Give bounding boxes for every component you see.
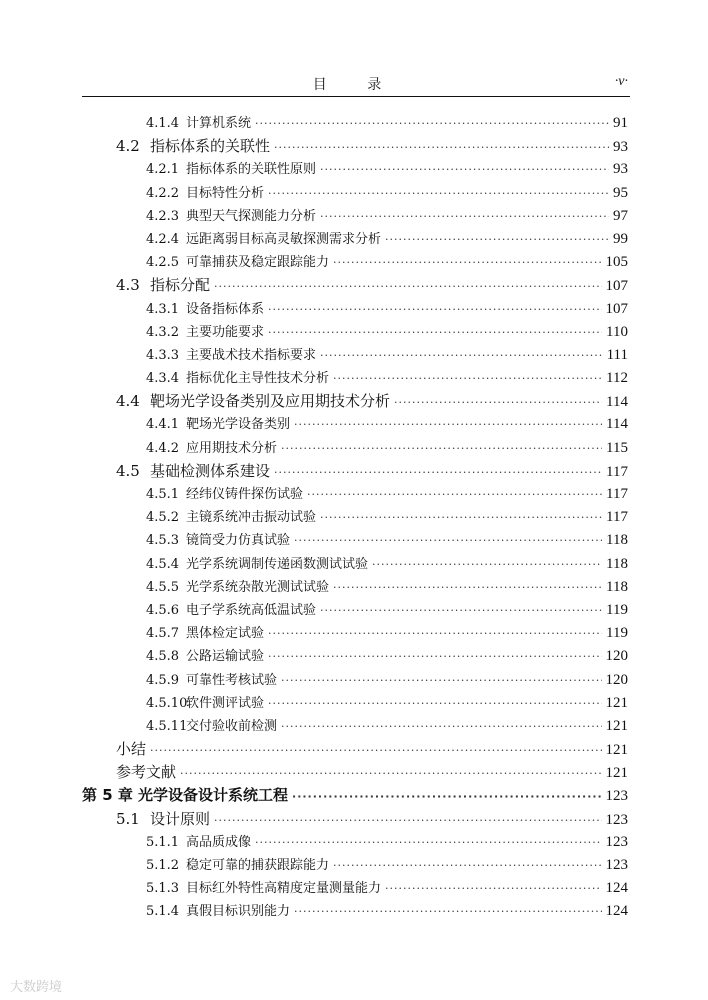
toc-entry-title: 软件测评试验 (186, 695, 265, 711)
toc-entry-title: 交付验收前检测 (186, 718, 278, 734)
toc-entry-page: 121 (605, 717, 628, 734)
toc-entry (82, 784, 628, 807)
dot-leader (180, 762, 601, 785)
toc-entry-page: 114 (606, 394, 628, 411)
toc-entry-page: 117 (606, 509, 628, 526)
toc-entry (82, 669, 628, 692)
toc-entry (82, 576, 628, 599)
dot-leader (268, 692, 601, 715)
toc-entry-title: 靶场光学设备类别及应用期技术分析 (150, 392, 391, 411)
dot-leader (372, 553, 602, 576)
toc-entry (82, 251, 628, 274)
toc-entry (82, 483, 628, 506)
toc-entry-number: 4.5.10 (146, 695, 188, 711)
toc-entry-number: 4.5.9 (146, 672, 180, 688)
toc-entry-number: 4.2.4 (146, 231, 180, 247)
toc-entry-page: 107 (605, 278, 628, 295)
toc-entry-page: 118 (606, 555, 628, 572)
toc-entry-title: 可靠性考核试验 (186, 672, 278, 688)
toc-entry-number: 4.5.8 (146, 649, 180, 665)
toc-entry-title: 指标优化主导性技术分析 (186, 371, 330, 387)
dot-leader (281, 715, 601, 738)
dot-leader (333, 251, 601, 274)
toc-entry-page: 120 (605, 671, 628, 688)
toc-entry (82, 367, 628, 390)
toc-entry-number: 4.4 (116, 392, 140, 411)
toc-entry (82, 645, 628, 668)
toc-entry-page: 123 (605, 833, 628, 850)
toc-entry-page: 115 (606, 439, 628, 456)
toc-entry-number: 4.4.2 (146, 440, 180, 456)
toc-entry (82, 205, 628, 228)
dot-leader (281, 669, 601, 692)
toc-entry-number: 5.1.2 (146, 858, 180, 873)
dot-leader (394, 391, 602, 414)
dot-leader (385, 228, 609, 251)
toc-entry-page: 119 (606, 625, 628, 642)
toc-entry-number: 4.5.6 (146, 602, 180, 618)
toc-entry-number: 4.3.4 (146, 371, 180, 387)
toc-entry-title: 光学设备设计系统工程 (138, 786, 289, 805)
dot-leader (333, 576, 602, 599)
dot-leader (385, 877, 601, 900)
toc-entry-number: 4.1.4 (146, 116, 180, 131)
toc-entry-page: 93 (613, 161, 628, 178)
table-of-contents (82, 112, 628, 924)
toc-entry-number: 4.3 (116, 276, 140, 295)
dot-leader (281, 437, 602, 460)
toc-entry (82, 228, 628, 251)
dot-leader (294, 900, 601, 923)
toc-entry-number: 4.5 (116, 461, 140, 480)
toc-entry-number: 5.1.4 (146, 904, 180, 920)
toc-entry (82, 599, 628, 622)
dot-leader (274, 136, 609, 159)
dot-leader (268, 645, 601, 668)
watermark: 大数跨境 (10, 980, 63, 995)
dot-leader (320, 599, 602, 622)
dot-leader (294, 413, 602, 436)
toc-entry-title: 公路运输试验 (186, 649, 265, 665)
dot-leader (255, 831, 601, 854)
toc-entry-title: 远距离弱目标高灵敏探测需求分析 (186, 231, 382, 247)
toc-entry (82, 112, 628, 135)
toc-entry (82, 738, 628, 761)
toc-entry-number: 5.1.1 (146, 834, 180, 850)
toc-entry (82, 135, 628, 158)
toc-entry-number: 4.5.7 (146, 626, 180, 642)
toc-entry-number: 4.2.3 (146, 208, 180, 224)
toc-entry (82, 553, 628, 576)
toc-entry-page: 123 (605, 857, 628, 873)
page-number: ·v· (614, 74, 628, 89)
toc-entry-title: 参考文献 (116, 763, 177, 782)
toc-entry-number: 4.2.1 (146, 162, 180, 178)
toc-entry-page: 121 (605, 765, 628, 782)
dot-leader (268, 321, 602, 344)
toc-entry (82, 158, 628, 181)
dot-leader (268, 182, 609, 205)
toc-entry-number: 4.5.1 (146, 487, 180, 502)
toc-entry (82, 413, 628, 436)
toc-entry (82, 529, 628, 552)
toc-entry-number: 4.5.3 (146, 533, 180, 549)
toc-entry-title: 目标特性分析 (186, 185, 265, 201)
toc-entry (82, 321, 628, 344)
toc-entry (82, 831, 628, 854)
dot-leader (255, 112, 609, 135)
toc-entry-page: 114 (606, 416, 628, 433)
toc-entry-page: 105 (605, 254, 628, 271)
dot-leader (294, 529, 602, 552)
toc-entry-title: 应用期技术分析 (186, 440, 278, 456)
toc-entry (82, 808, 628, 831)
toc-entry-page: 120 (605, 648, 628, 665)
toc-entry (82, 390, 628, 413)
toc-entry-title: 靶场光学设备类别 (186, 417, 291, 433)
toc-entry-number: 4.3.1 (146, 301, 180, 317)
toc-entry-title: 电子学系统高低温试验 (186, 602, 317, 618)
toc-entry-page: 112 (606, 370, 628, 387)
toc-entry (82, 298, 628, 321)
toc-entry-title: 小结 (116, 740, 147, 759)
running-header (82, 72, 630, 97)
toc-entry-page: 118 (606, 532, 628, 549)
toc-entry-title: 设备指标体系 (186, 301, 265, 317)
running-title: 目 录 (312, 77, 400, 93)
toc-entry-page: 99 (613, 230, 628, 247)
dot-leader (307, 483, 602, 506)
toc-entry-page: 91 (613, 115, 628, 131)
toc-entry-title: 真假目标识别能力 (186, 904, 291, 920)
toc-entry (82, 761, 628, 784)
toc-entry-page: 117 (606, 463, 628, 480)
dot-leader (274, 461, 602, 484)
toc-entry-title: 典型天气探测能力分析 (186, 208, 317, 224)
toc-entry-title: 黑体检定试验 (186, 626, 265, 642)
toc-entry-number: 4.3.2 (146, 324, 180, 340)
toc-entry-title: 光学系统调制传递函数测试试验 (186, 556, 369, 572)
toc-entry (82, 900, 628, 923)
toc-entry-page: 124 (605, 880, 628, 897)
toc-entry-number: 5.1.3 (146, 881, 180, 897)
toc-entry-page: 123 (605, 811, 628, 828)
toc-entry-page: 117 (606, 486, 628, 502)
toc-entry (82, 437, 628, 460)
toc-entry-page: 121 (605, 694, 628, 711)
dot-leader (333, 367, 602, 390)
toc-entry-title: 指标体系的关联性 (150, 137, 271, 156)
dot-leader (292, 785, 601, 808)
toc-entry-page: 93 (613, 139, 628, 156)
toc-entry-number: 4.2 (116, 137, 140, 156)
toc-entry (82, 274, 628, 297)
toc-entry (82, 715, 628, 738)
toc-entry (82, 877, 628, 900)
toc-entry (82, 182, 628, 205)
toc-entry-number: 4.2.5 (146, 255, 180, 271)
toc-entry-title: 光学系统杂散光测试试验 (186, 579, 330, 595)
toc-entry-page: 123 (605, 788, 628, 805)
toc-entry-page: 111 (606, 346, 628, 363)
dot-leader (268, 622, 602, 645)
toc-entry-title: 设计原则 (150, 809, 211, 828)
dot-leader (320, 344, 603, 367)
toc-entry-number: 4.5.2 (146, 510, 180, 526)
toc-entry-page: 121 (605, 742, 628, 759)
toc-entry-title: 稳定可靠的捕获跟踪能力 (186, 858, 330, 873)
toc-entry-title: 镜筒受力仿真试验 (186, 533, 291, 549)
toc-entry-title: 高品质成像 (186, 834, 252, 850)
toc-entry-title: 主要战术技术指标要求 (186, 347, 317, 363)
toc-entry (82, 692, 628, 715)
dot-leader (320, 506, 602, 529)
dot-leader (150, 739, 601, 762)
toc-entry (82, 622, 628, 645)
toc-entry (82, 506, 628, 529)
dot-leader (320, 158, 609, 181)
toc-entry-number: 4.3.3 (146, 347, 180, 363)
toc-entry-title: 指标体系的关联性原则 (186, 162, 317, 178)
toc-entry-page: 107 (605, 300, 628, 317)
toc-entry-title: 指标分配 (150, 276, 211, 295)
toc-entry-number: 4.2.2 (146, 185, 180, 201)
toc-entry (82, 344, 628, 367)
toc-entry-page: 118 (606, 578, 628, 595)
toc-entry (82, 854, 628, 877)
toc-entry-title: 主要功能要求 (186, 324, 265, 340)
toc-entry-title: 目标红外特性高精度定量测量能力 (186, 881, 382, 897)
toc-entry-page: 97 (613, 207, 628, 224)
dot-leader (214, 809, 601, 832)
toc-entry-page: 110 (606, 323, 628, 340)
toc-entry-title: 基础检测体系建设 (150, 461, 271, 480)
toc-entry-number: 4.4.1 (146, 417, 180, 433)
toc-entry-page: 95 (613, 184, 628, 201)
toc-entry-number: 5.1 (116, 809, 140, 828)
toc-entry-number: 4.5.11 (146, 718, 188, 734)
toc-entry (82, 460, 628, 483)
toc-entry-page: 124 (605, 903, 628, 920)
toc-entry-number: 4.5.5 (146, 579, 180, 595)
dot-leader (333, 854, 601, 877)
toc-entry-title: 主镜系统冲击振动试验 (186, 510, 317, 526)
toc-entry-title: 计算机系统 (186, 116, 252, 131)
toc-entry-title: 经纬仪铸件探伤试验 (186, 487, 304, 502)
toc-entry-page: 119 (606, 601, 628, 618)
toc-entry-number: 4.5.4 (146, 556, 180, 572)
dot-leader (214, 275, 601, 298)
dot-leader (320, 205, 609, 228)
toc-entry-number: 第 5 章 (82, 786, 133, 805)
dot-leader (268, 298, 601, 321)
toc-entry-title: 可靠捕获及稳定跟踪能力 (186, 255, 330, 271)
